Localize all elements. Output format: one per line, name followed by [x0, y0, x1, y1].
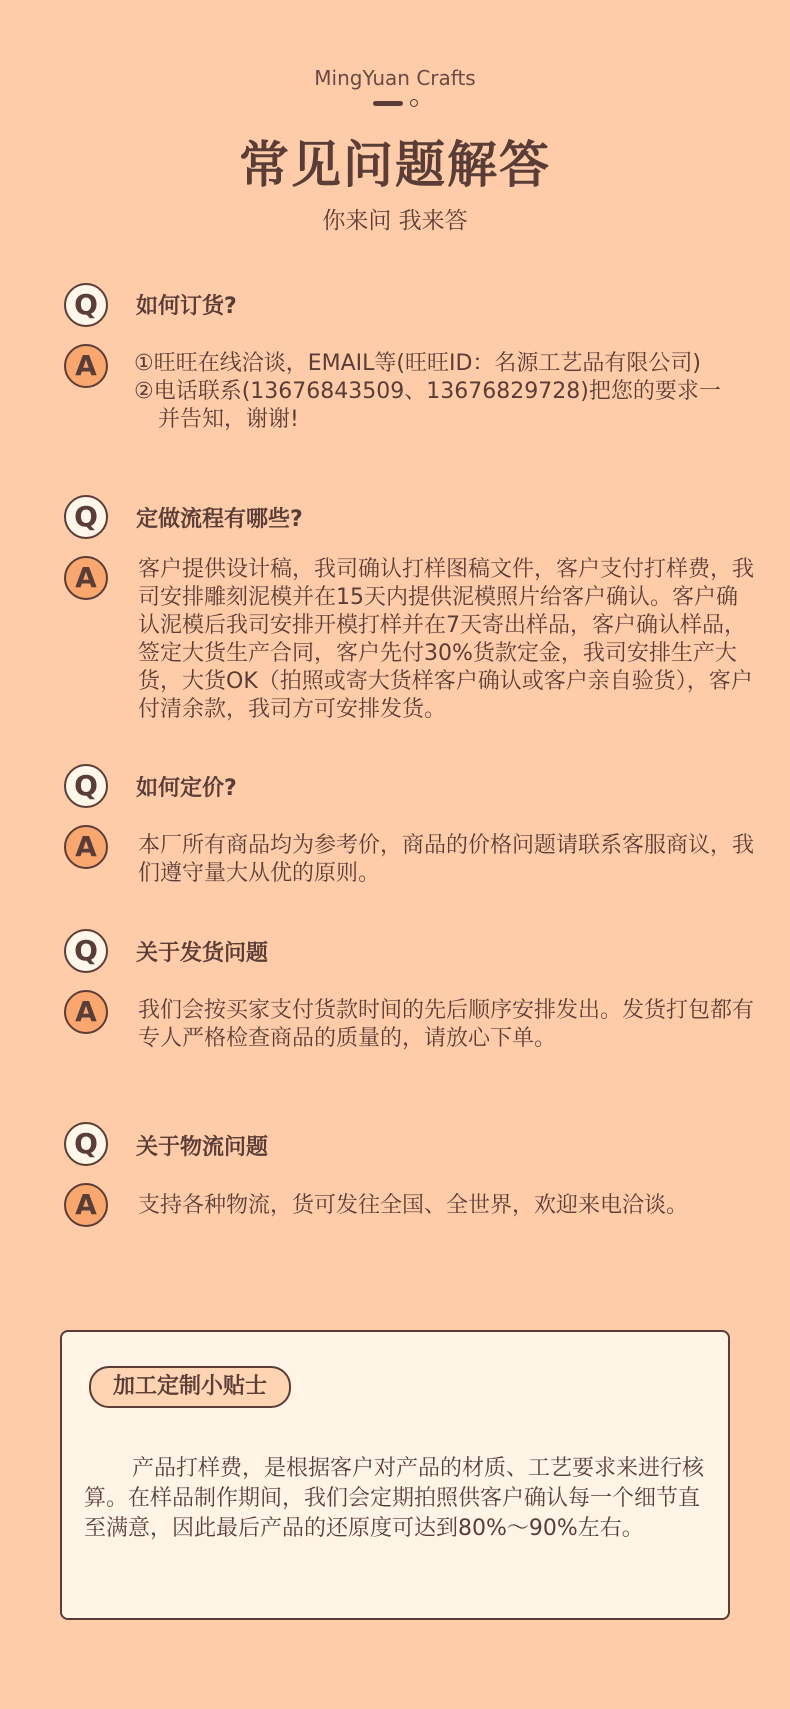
- tips-label: 加工定制小贴士: [89, 1366, 291, 1408]
- answer-2: 客户提供设计稿，我司确认打样图稿文件，客户支付打样费，我司安排雕刻泥模并在15天内提供泥模照片给客户确认。客户确认泥模后我司安排开模打样并在7天寄出样品，客户确认样品， 签定大货生产合同，客户先付30%货款定金，我司安排生产大货，大货OK（拍照或寄大货样客户确认或客户亲自验货），客户付清余款，我司方可安排发货。: [138, 557, 755, 722]
- question-badge-4: Q: [64, 929, 108, 973]
- question-1: 如何订货?: [136, 294, 237, 319]
- question-5: 关于物流问题: [136, 1135, 269, 1160]
- answer-badge-5: A: [64, 1183, 108, 1227]
- answer-1-item-1: ①旺旺在线洽谈，EMAIL等(旺旺ID：名源工艺品有限公司): [134, 351, 701, 376]
- title-decoration-dot: [410, 99, 418, 107]
- question-badge-2: Q: [64, 495, 108, 539]
- answer-5: 支持各种物流，货可发往全国、全世界，欢迎来电洽谈。: [138, 1193, 689, 1218]
- question-2: 定做流程有哪些?: [136, 507, 303, 532]
- tips-box: [60, 1330, 730, 1620]
- answer-4: 我们会按买家支付货款时间的先后顺序安排发出。发货打包都有专人严格检查商品的质量的，请放心下单。: [138, 998, 755, 1051]
- answer-1: [134, 350, 734, 434]
- page-title: 常见问题解答: [239, 136, 551, 194]
- title-decoration-bar: [373, 101, 403, 106]
- answer-badge-2: A: [64, 556, 108, 600]
- tips-text: 产品打样费，是根据客户对产品的材质、工艺要求来进行核算。在样品制作期间，我们会定期拍照供客户确认每一个细节直至满意，因此最后产品的还原度可达到80%～90%左右。: [84, 1456, 705, 1541]
- question-4: 关于发货问题: [136, 941, 269, 966]
- answer-badge-3: A: [64, 825, 108, 869]
- question-3: 如何定价?: [136, 776, 237, 801]
- answer-badge-4: A: [64, 990, 108, 1034]
- answer-1-item-2: ②电话联系(13676843509、13676829728)把您的要求一并告知，谢谢!: [134, 379, 721, 432]
- question-badge-5: Q: [64, 1122, 108, 1166]
- answer-3: 本厂所有商品均为参考价，商品的价格问题请联系客服商议，我们遵守量大从优的原则。: [138, 833, 755, 886]
- question-badge-1: Q: [64, 283, 108, 327]
- question-badge-3: Q: [64, 764, 108, 808]
- answer-badge-1: A: [64, 344, 108, 388]
- page-subtitle: 你来问 我来答: [322, 208, 468, 234]
- brand-name: MingYuan Crafts: [314, 66, 476, 90]
